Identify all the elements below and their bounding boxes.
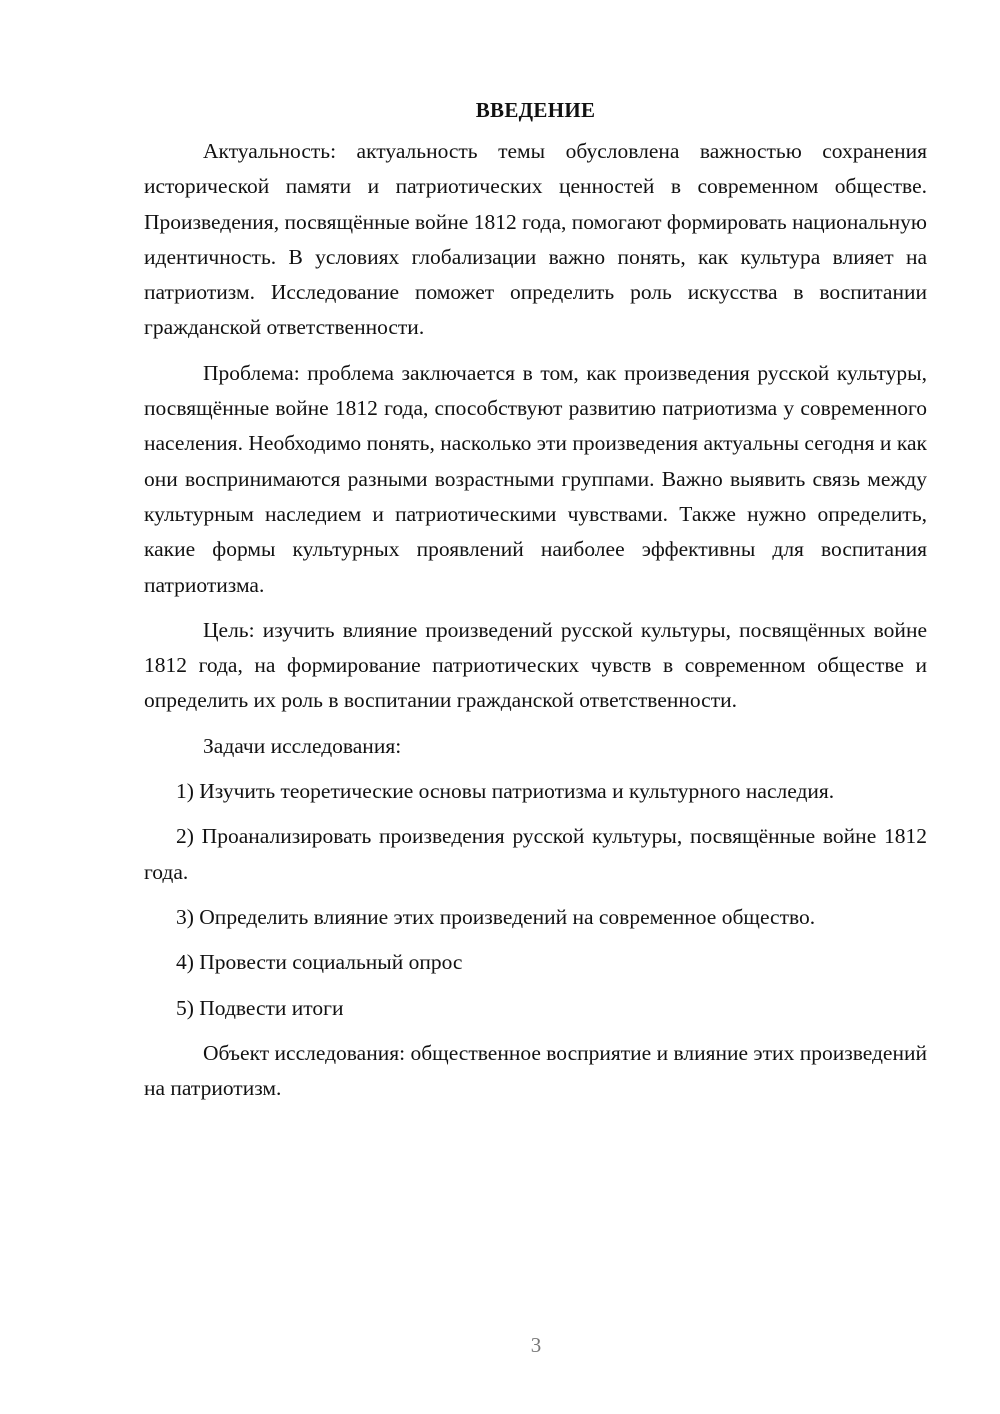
- relevance-paragraph: Актуальность: актуальность темы обусловлена важностью сохранения исторической памяти и патриотических ценностей в современном обществе. Произведения, посвящённые войне 1812 года, помогают формировать национальную идентичность. В условиях глобализации важно понять, как культура влияет на патриотизм. Исследование поможет определить роль искусства в воспитании гражданской ответственности.: [144, 139, 927, 340]
- object-paragraph: Объект исследования: общественное восприятие и влияние этих произведений на патриотизм.: [144, 1040, 927, 1101]
- goal-paragraph: Цель: изучить влияние произведений русской культуры, посвящённых войне 1812 года, на формирование патриотических чувств в современном обществе и определить их роль в воспитании гражданской ответственности.: [144, 617, 927, 713]
- section-heading: ВВЕДЕНИЕ: [475, 98, 596, 122]
- task-item: 1) Изучить теоретические основы патриотизма и культурного наследия.: [176, 779, 835, 804]
- problem-paragraph: Проблема: проблема заключается в том, как произведения русской культуры, посвящённые войне 1812 года, способствуют развитию патриотизма у современного населения. Необходимо понять, насколько эти произведения актуальны сегодня и как они воспринимаются разными возрастными группами. Важно выявить связь между культурным наследием и патриотическими чувствами. Также нужно определить, какие формы культурных проявлений наиболее эффективны для воспитания патриотизма.: [144, 360, 927, 597]
- tasks-title: Задачи исследования:: [203, 733, 402, 758]
- task-item: 2) Проанализировать произведения русской культуры, посвящённые войне 1812 года.: [144, 824, 927, 884]
- task-item: 4) Провести социальный опрос: [176, 950, 463, 975]
- task-item: 3) Определить влияние этих произведений на современное общество.: [176, 904, 816, 929]
- task-list: [144, 774, 927, 1026]
- task-item: 5) Подвести итоги: [176, 995, 344, 1020]
- page-content: [144, 92, 927, 1116]
- page-number: 3: [530, 1333, 542, 1357]
